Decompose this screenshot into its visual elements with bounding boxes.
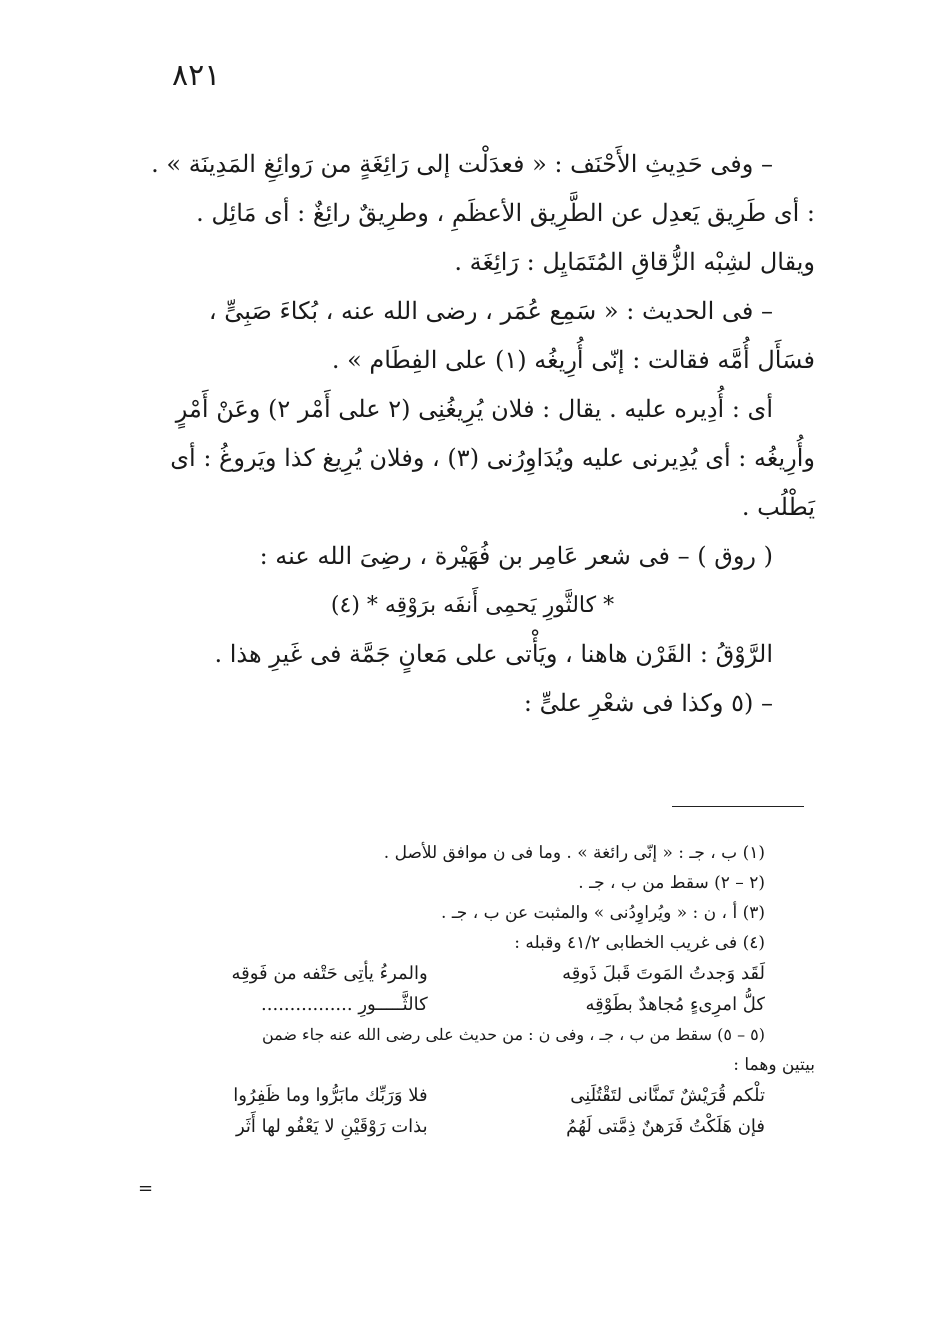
body-line: وأُرِيغُه : أى يُدِيرنى عليه ويُدَاوِرُنى (٣) ، وفلان يُرِيغ كذا ويَروغُ : أى — [170, 444, 815, 472]
main-text — [130, 140, 815, 728]
body-line: : أى طَرِيق يَعدِل عن الطَّرِيق الأعظَمِ ، وطرِيقٌ رائِغٌ : أى مَائِل . — [196, 199, 815, 227]
body-line: الرَّوْقُ : القَرْن هاهنا ، ويَأْتى على مَعانٍ جَمَّة فى غَيرِ هذا . — [214, 640, 773, 668]
footnotes — [130, 838, 815, 1142]
verse-row — [130, 989, 815, 1020]
footnote: (٢ – ٢) سقط من ب ، جـ . — [578, 873, 765, 893]
body-line: يَطْلُب . — [741, 493, 815, 521]
body-line: – وفى حَدِيثِ الأَحْنَف : « فعدَلْت إلى رَائِغَةٍ من رَوائِغِ المَدِينَة » . — [151, 150, 773, 178]
entry-heading-line: ( روق ) – فى شعر عَامِر بن فُهَيْرة ، رضِىَ الله عنه : — [259, 542, 773, 570]
footnote-continuation: بيتين وهما : — [733, 1055, 815, 1075]
verse-second-half: كالثَّـــــورِ ................ — [261, 994, 428, 1015]
body-line: فسَأَل أُمَّه فقالت : إنّى أُرِيغُه (١) على الفِطَام » . — [331, 346, 815, 374]
verse-second-half: والمرءُ يأتِى حَتْفه من فَوقِه — [231, 963, 428, 984]
body-line: ويقال لشِبْه الزُّقاقِ المُتَمَايِل : رَائِغَة . — [454, 248, 815, 276]
poem-line: * كالثَّورِ يَحمِى أَنفَه برَوْقِه * (٤) — [330, 593, 615, 618]
footnote: (٣) أ ، ن : « ويُراوِدُنى » والمثبت عن ب ، جـ . — [441, 903, 765, 923]
verse-first-half: تلْكم قُرَيْشٌ تَمنَّانى لتَقْتُلَنِى — [570, 1085, 765, 1106]
verse-first-half: لَقَد وَجدتُ المَوتَ قَبلَ ذَوقِه — [562, 963, 765, 984]
footnote: (٤) فى غريب الخطابى ٤١/٢ وقبله : — [514, 933, 765, 953]
page-number: ٨٢١ — [172, 58, 221, 93]
verse-row — [130, 1080, 815, 1111]
verse-first-half: فإن هَلَكْتُ فَرَهنٌ ذِمَّتى لَهُمُ — [566, 1116, 765, 1137]
verse-second-half: فلا وَرَبِّك مابَرُّوا وما ظَفِرُوا — [233, 1085, 428, 1106]
footnote-divider — [672, 806, 804, 807]
verse-row — [130, 1111, 815, 1142]
body-line: – (٥ وكذا فى شعْرِ علىٍّ : — [523, 689, 773, 717]
continuation-mark: = — [138, 1178, 154, 1199]
footnote: (٥ – ٥) سقط من ب ، جـ ، وفى ن : من حديث على رضى الله عنه جاء ضمن — [261, 1025, 765, 1044]
verse-second-half: بذات رَوْقَيْنِ لا يَعْفُو لها أَثَر — [235, 1116, 428, 1137]
body-line: – فى الحديث : « سَمِع عُمَر ، رضى الله عنه ، بُكاءَ صَبِىٍّ ، — [208, 297, 773, 325]
footnote: (١) ب ، جـ : « إنّى رائغة » . وما فى ن موافق للأصل . — [383, 843, 765, 863]
body-line: أى : أُدِيره عليه . يقال : فلان يُرِيغُنِى (٢ على أَمْر ٢) وعَنْ أَمْرٍ — [175, 395, 773, 423]
verse-row — [130, 958, 815, 989]
verse-first-half: كلُّ امرِىءٍ مُجاهدٌ بطَوْقِه — [585, 994, 765, 1015]
